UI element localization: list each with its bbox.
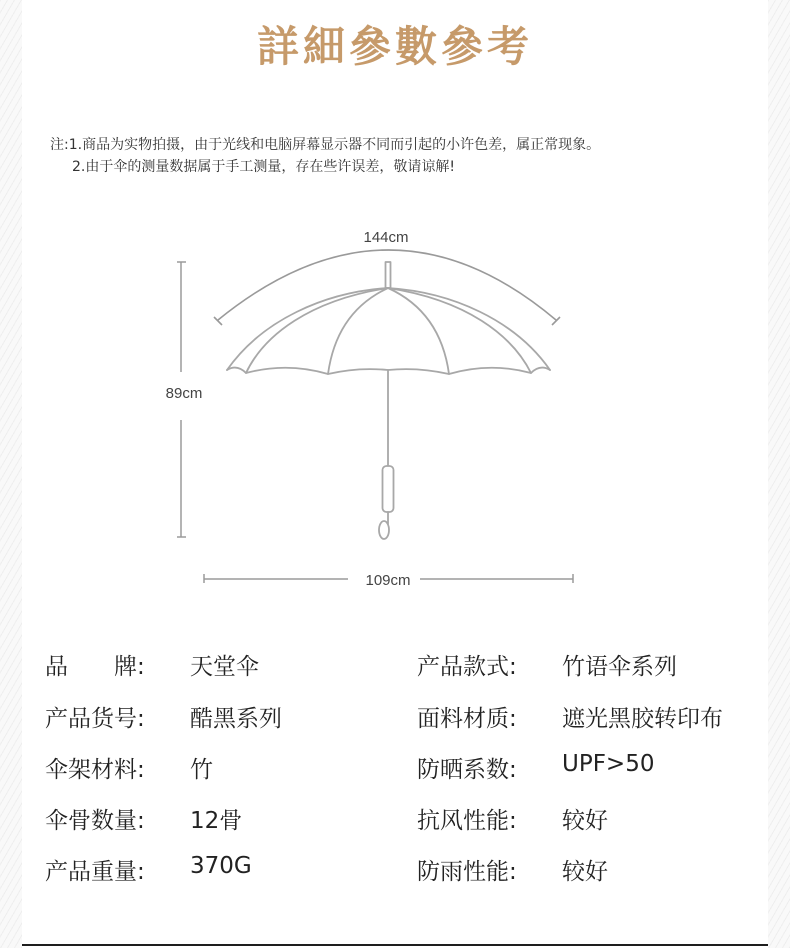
height-label: 89cm: [165, 385, 203, 402]
spec-label-wind-resistance: 抗风性能:: [417, 808, 517, 834]
width-label: 109cm: [365, 572, 411, 589]
spec-value-style: 竹语伞系列: [562, 654, 677, 680]
spec-label-rain-resistance: 防雨性能:: [417, 859, 517, 885]
note-line-2: 2.由于伞的测量数据属于手工测量，存在些许误差，敬请谅解!: [72, 159, 455, 175]
spec-label-frame-material: 伞架材料:: [45, 757, 145, 783]
spec-label-weight: 产品重量:: [45, 859, 145, 885]
spec-value-fabric: 遮光黑胶转印布: [562, 706, 723, 732]
spec-value-weight: 370G: [190, 853, 252, 879]
bottom-divider: [22, 944, 768, 946]
spec-label-item-number: 产品货号:: [45, 706, 145, 732]
spec-label-fabric: 面料材质:: [417, 706, 517, 732]
umbrella-icon: [227, 262, 550, 539]
note-line-1: 注:1.商品为实物拍摄，由于光线和电脑屏幕显示器不同而引起的小许色差，属正常现象。: [50, 137, 601, 153]
spec-label-rib-count: 伞骨数量:: [45, 808, 145, 834]
spec-value-wind-resistance: 较好: [562, 808, 608, 834]
spec-value-item-number: 酷黑系列: [190, 706, 282, 732]
spec-label-uv-factor: 防晒系数:: [417, 757, 517, 783]
spec-value-rain-resistance: 较好: [562, 859, 608, 885]
page-title: 詳細參數參考: [256, 22, 533, 71]
spec-label-style: 产品款式:: [417, 654, 517, 680]
arc-width-label: 144cm: [363, 229, 409, 246]
spec-value-rib-count: 12骨: [190, 808, 243, 834]
spec-value-brand: 天堂伞: [190, 654, 259, 680]
spec-label-brand: 品 牌:: [45, 654, 145, 680]
spec-value-frame-material: 竹: [190, 757, 213, 783]
spec-value-uv-factor: UPF>50: [562, 751, 655, 777]
